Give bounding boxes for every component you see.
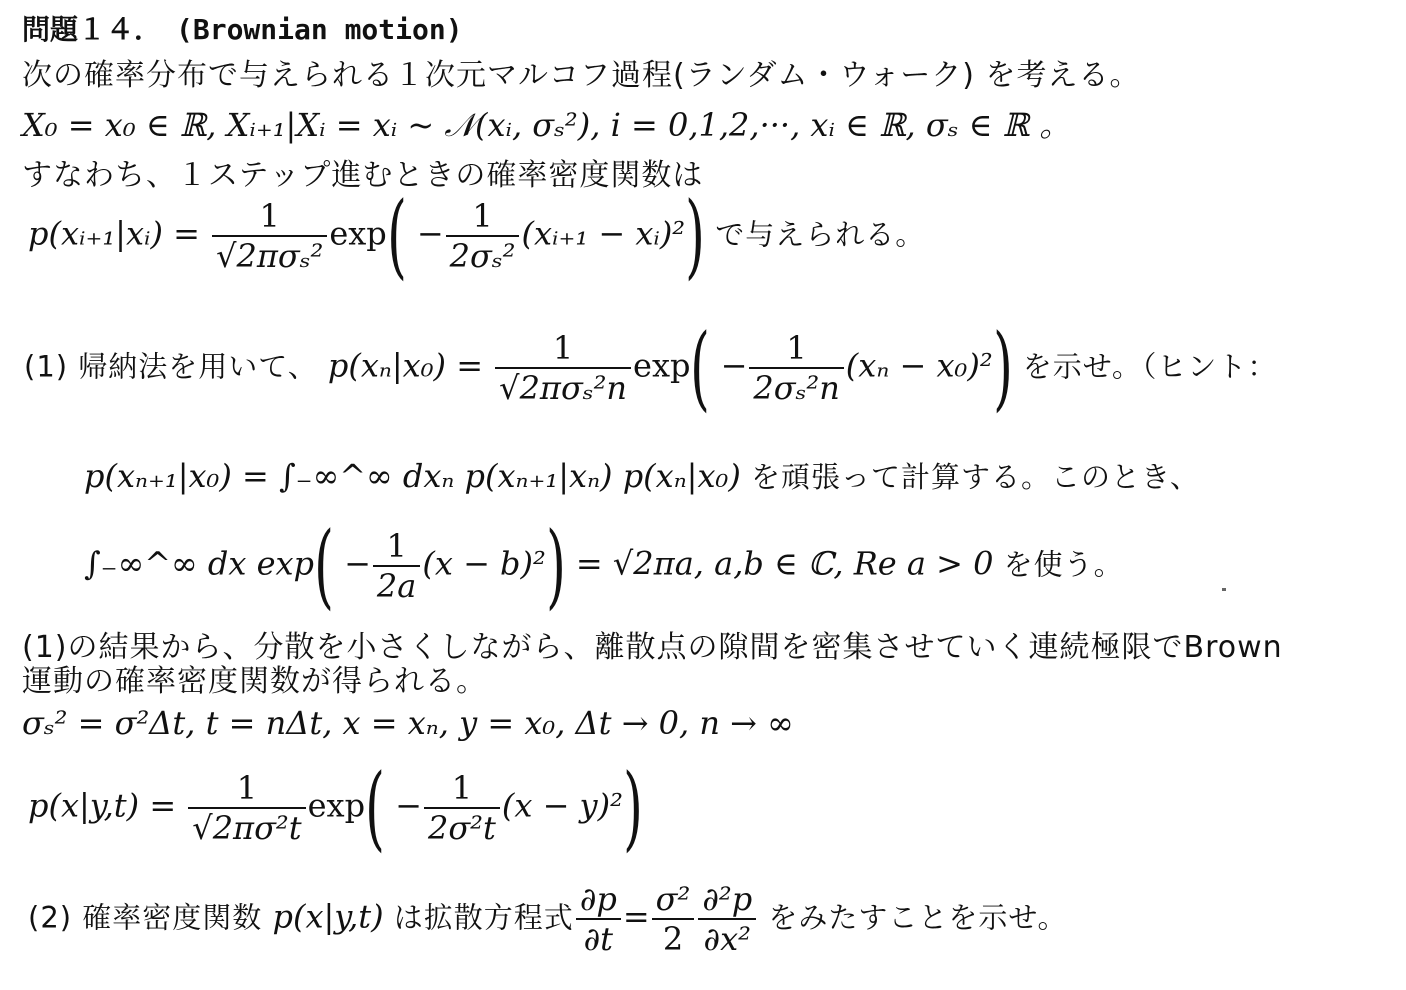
step-tail: (xᵢ₊₁ − xᵢ)² (521, 214, 686, 253)
limit-equation: σₛ² = σ²Δt, t = nΔt, x = xₙ, y = x₀, Δt → 0, n → ∞ (22, 704, 794, 742)
gauss-close-paren: ) (545, 512, 566, 619)
q1-lhs: p(xₙ|x₀) = (327, 346, 483, 385)
step-exp: exp (329, 214, 387, 253)
step-after-text: で与えられる。 (715, 217, 926, 252)
q1-inner-den: 2σₛ²n (753, 369, 840, 407)
q1-close-paren: ) (992, 314, 1013, 421)
q2-rhs-num-2: ∂²p (698, 880, 756, 920)
step-fraction (212, 197, 327, 275)
step-frac-num: 1 (212, 197, 327, 237)
q1-open-paren: ( (690, 314, 711, 421)
q2-lhs-num: ∂p (576, 880, 621, 920)
q1-exp: exp (633, 346, 691, 385)
q1-frac-num: 1 (495, 329, 631, 369)
definition-equation: X₀ = x₀ ∈ ℝ, Xᵢ₊₁|Xᵢ = xᵢ ~ 𝒩(xᵢ, σₛ²), i = 0,1,2,···, xᵢ ∈ ℝ, σₛ ∈ ℝ 。 (22, 106, 1072, 144)
step-inner-den: 2σₛ² (449, 237, 516, 275)
gaussian-integral: ∫₋∞^∞ dx exp( − $\frac{1}{2a}$ (x − b)²) = √2πa, a,b ∈ ℂ, Re a > 0 を使う。 (84, 512, 1124, 619)
brown-tail: (x − y)² (501, 786, 623, 825)
problem-title: 問題１４． (Brownian motion) (22, 13, 463, 46)
brown-frac-den: √2πσ²t (192, 809, 302, 847)
gauss-open-paren: ( (314, 512, 334, 619)
hint-equation (84, 455, 1200, 496)
brown-inner-num: 1 (424, 769, 500, 809)
q1-frac-den: √2πσₛ²n (499, 369, 628, 407)
gauss-inner-den: 2a (376, 567, 417, 605)
gauss-inner-fraction (373, 527, 420, 605)
step-inner-num: 1 (446, 197, 520, 237)
q2-lhs-den: ∂t (583, 920, 614, 958)
brown-inner-den: 2σ²t (427, 809, 496, 847)
q2-rhs-den-2: ∂x² (703, 920, 751, 958)
gauss-inner-num: 1 (373, 527, 420, 567)
brown-fraction (188, 769, 305, 847)
step-text: すなわち、１ステップ進むときの確率密度関数は (22, 158, 704, 193)
gauss-rhs: = √2πa, a,b ∈ ℂ, Re a > 0 (575, 544, 994, 583)
brown-inner-fraction (424, 769, 500, 847)
step-pdf-equation: p(xᵢ₊₁|xᵢ) = $\frac{1}{\text{√2πσₛ²}}$ exp( − $\frac{1}{\text{2σₛ²}}$ (xᵢ₊₁ − xᵢ)²) で与えられる。 (28, 182, 926, 289)
q2-rhs-num-1: σ² (652, 880, 695, 920)
q1-label: (1) 帰納法を用いて、 (24, 349, 318, 384)
step-open-paren: ( (386, 182, 407, 289)
intro-text: 次の確率分布で与えられる１次元マルコフ過程(ランダム・ウォーク) を考える。 (22, 58, 1141, 93)
question-2-equation (28, 880, 1068, 958)
brown-close-paren: ) (623, 754, 643, 861)
gauss-tail: (x − b)² (422, 544, 546, 583)
limit-text-1: (1)の結果から、分散を小さくしながら、離散点の隙間を密集させていく連続極限でBrown (22, 630, 1283, 665)
q2-pfunc: p(x|y,t) (272, 897, 384, 936)
q2-lhs-fraction (576, 880, 621, 958)
q2-rhs-fraction-1 (652, 880, 695, 958)
q2-after-text: をみたすことを示せ。 (768, 900, 1068, 935)
q1-inner-num: 1 (749, 329, 843, 369)
stray-mark (1222, 588, 1226, 591)
brown-open-paren: ( (365, 754, 385, 861)
q1-inner-fraction (749, 329, 843, 407)
q2-label: (2) 確率密度関数 (28, 900, 263, 935)
brown-frac-num: 1 (188, 769, 305, 809)
step-inner-fraction (446, 197, 520, 275)
brown-exp: exp (307, 786, 366, 825)
q1-fraction (495, 329, 631, 407)
gauss-after-text: を使う。 (1003, 547, 1124, 582)
q2-rhs-den-1: 2 (662, 920, 684, 958)
step-lhs: p(xᵢ₊₁|xᵢ) = (28, 214, 200, 253)
step-frac-den: √2πσₛ² (216, 237, 324, 275)
q1-after-text: を示せ。（ヒント： (1022, 349, 1278, 384)
hint-eq: p(xₙ₊₁|x₀) = ∫₋∞^∞ dxₙ p(xₙ₊₁|xₙ) p(xₙ|x₀) (84, 457, 741, 495)
gauss-int: ∫₋∞^∞ dx exp (84, 544, 315, 583)
limit-text-2: 運動の確率密度関数が得られる。 (22, 664, 487, 699)
hint-text: を頑張って計算する。このとき、 (750, 460, 1200, 494)
q2-mid-text: は拡散方程式 (393, 900, 574, 935)
q1-tail: (xₙ − x₀)² (845, 346, 993, 385)
q2-rhs-fraction-2 (698, 880, 756, 958)
step-close-paren: ) (685, 182, 705, 289)
brownian-pdf-equation: p(x|y,t) = $\frac{1}{\text{√2πσ²t}}$ exp( − $\frac{1}{\text{2σ²t}}$ (x − y)²) (28, 754, 643, 861)
question-1-equation: (1) 帰納法を用いて、 p(xₙ|x₀) = $\frac{1}{\text{√2πσₛ²n}}$ exp( − $\frac{1}{\text{2σₛ²n}}$ (xₙ − x₀)²) を示せ。（ヒント： (24, 314, 1278, 421)
brown-lhs: p(x|y,t) = (28, 786, 177, 825)
q2-equals: = (622, 897, 650, 936)
